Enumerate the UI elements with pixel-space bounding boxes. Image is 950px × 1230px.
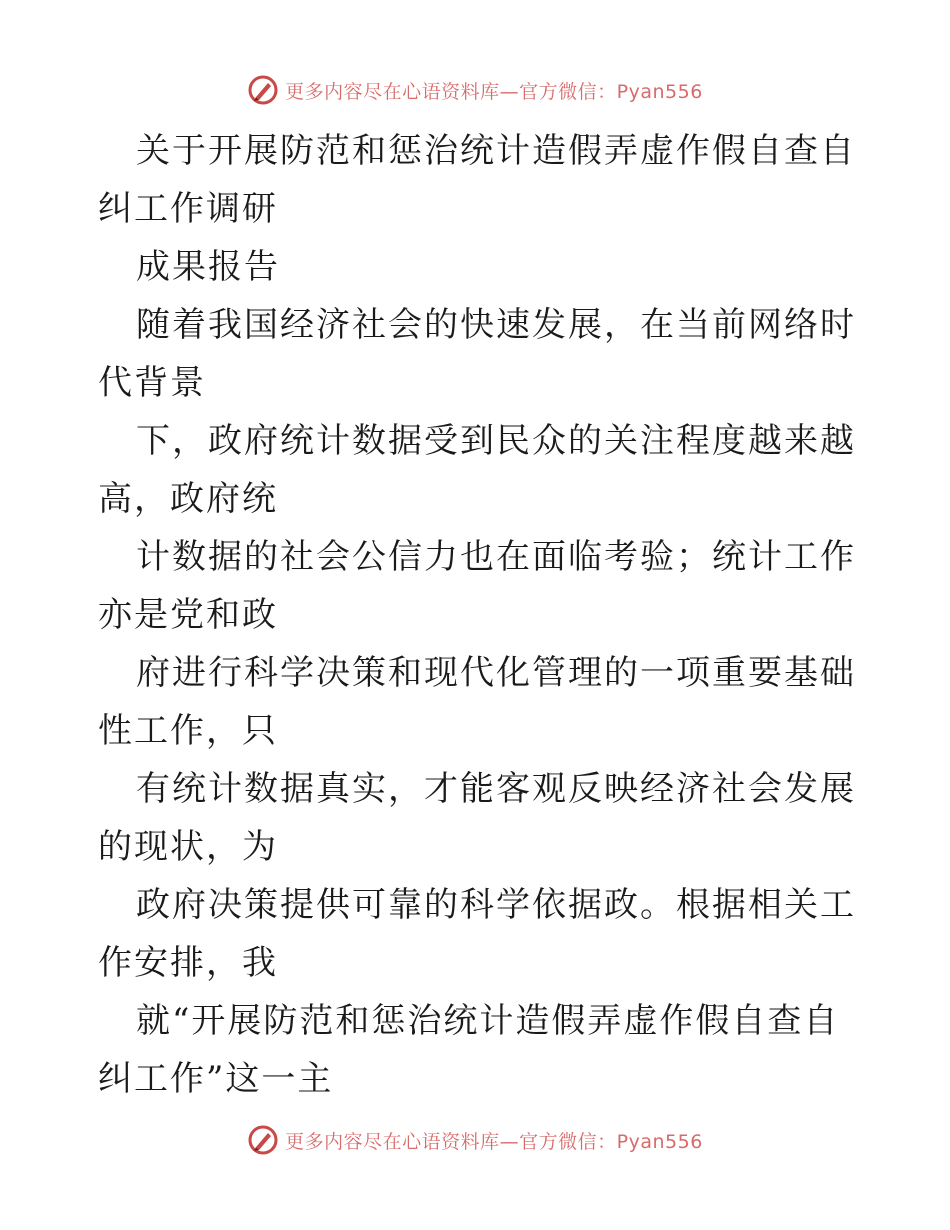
footer-banner bbox=[0, 1120, 950, 1160]
doc-title-line-1: 关于开展防范和惩治统计造假弄虚作假自查自纠工作调研 bbox=[98, 131, 856, 229]
doc-paragraph-line-2: 下，政府统计数据受到民众的关注程度越来越高，政府统 bbox=[98, 421, 856, 519]
header-banner bbox=[0, 70, 950, 110]
pen-logo-icon bbox=[247, 74, 279, 106]
doc-paragraph-line-6: 政府决策提供可靠的科学依据政。根据相关工作安排，我 bbox=[98, 885, 856, 983]
doc-paragraph-line-5: 有统计数据真实，才能客观反映经济社会发展的现状，为 bbox=[98, 769, 856, 867]
doc-paragraph-line-1: 随着我国经济社会的快速发展，在当前网络时代背景 bbox=[98, 305, 856, 403]
doc-title-line-2: 成果报告 bbox=[136, 247, 280, 287]
doc-paragraph-line-7: 就“开展防范和惩治统计造假弄虚作假自查自纠工作”这一主 bbox=[98, 1001, 840, 1099]
banner-text: 更多内容尽在心语资料库—官方微信：Pyan556 bbox=[285, 80, 703, 103]
doc-paragraph-line-4: 府进行科学决策和现代化管理的一项重要基础性工作，只 bbox=[98, 653, 856, 751]
pen-logo-icon bbox=[247, 1124, 279, 1156]
doc-paragraph-line-3: 计数据的社会公信力也在面临考验；统计工作亦是党和政 bbox=[98, 537, 856, 635]
banner-text: 更多内容尽在心语资料库—官方微信：Pyan556 bbox=[285, 1130, 703, 1153]
document-body bbox=[98, 122, 858, 1108]
